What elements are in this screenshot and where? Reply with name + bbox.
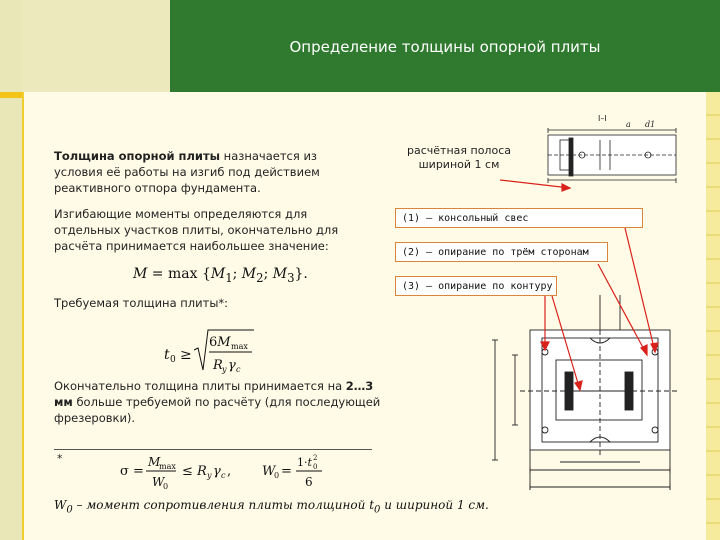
svg-text:max: max xyxy=(231,342,248,351)
svg-text:≤ R: ≤ R xyxy=(182,464,207,479)
svg-text:d1: d1 xyxy=(645,120,656,129)
svg-text:1·t: 1·t xyxy=(297,456,312,469)
formula-t0 xyxy=(164,330,254,374)
svg-text:6M: 6M xyxy=(209,335,231,350)
footnote-w0: $W_0$ – момент сопротивления плиты толщиной $t_0$ и шириной 1 см. xyxy=(54,498,489,516)
intro-rest: назначается из условия её работы на изгиб под действием реактивного отпора фундамента. xyxy=(54,149,320,195)
svg-text:I–I: I–I xyxy=(598,114,607,123)
paragraph-required: Требуемая толщина плиты*: xyxy=(54,296,229,310)
svg-text:y: y xyxy=(222,365,227,374)
svg-text:γ: γ xyxy=(228,358,236,373)
case-contour: (3) – опирание по контуру xyxy=(395,276,557,296)
svg-text:γ: γ xyxy=(213,464,221,479)
svg-text:max: max xyxy=(159,462,176,471)
svg-text:0: 0 xyxy=(163,482,169,491)
svg-text:6: 6 xyxy=(305,475,313,489)
svg-text:a: a xyxy=(626,120,631,129)
slide-title: Определение толщины опорной плиты xyxy=(289,38,601,56)
svg-text:W: W xyxy=(262,464,276,479)
strip-drawing xyxy=(543,110,683,188)
svg-text:t: t xyxy=(164,347,170,363)
base-plate-drawing xyxy=(492,295,680,490)
svg-text:c: c xyxy=(236,365,241,374)
footnote-star: * xyxy=(57,452,63,465)
svg-text:,: , xyxy=(227,464,232,479)
strip-label: расчётная полоса шириной 1 см xyxy=(407,144,511,171)
case-cantilever: (1) – консольный свес xyxy=(395,208,643,228)
svg-text:0: 0 xyxy=(313,463,318,471)
svg-text:M: M xyxy=(148,455,161,469)
final-text-b: больше требуемой по расчёту (для последующей фрезеровки). xyxy=(54,395,381,425)
final-text-a: Окончательно толщина плиты принимается на xyxy=(54,379,346,393)
svg-text:2: 2 xyxy=(313,454,318,462)
formula-sigma xyxy=(120,454,322,491)
formula-max-moment: $M = \max \{M_1$; $M_2$; $M_3$}. xyxy=(133,266,308,285)
svg-text:c: c xyxy=(221,471,226,480)
svg-text:W: W xyxy=(152,475,165,489)
svg-text:=: = xyxy=(281,464,292,479)
svg-text:σ =: σ = xyxy=(120,464,144,479)
svg-text:y: y xyxy=(207,471,212,480)
final-bold: 2…3 мм xyxy=(54,379,374,409)
svg-text:R: R xyxy=(213,358,223,373)
svg-text:0: 0 xyxy=(170,355,176,365)
case-three-sides: (2) – опирание по трём сторонам xyxy=(395,242,608,262)
svg-text:0: 0 xyxy=(274,471,280,480)
intro-bold: Толщина опорной плиты xyxy=(54,149,221,163)
svg-text:≥: ≥ xyxy=(180,347,192,363)
paragraph-moments: Изгибающие моменты определяются для отдельных участков плиты, окончательно для расчёта принимается наибольшее значение: xyxy=(54,207,339,253)
